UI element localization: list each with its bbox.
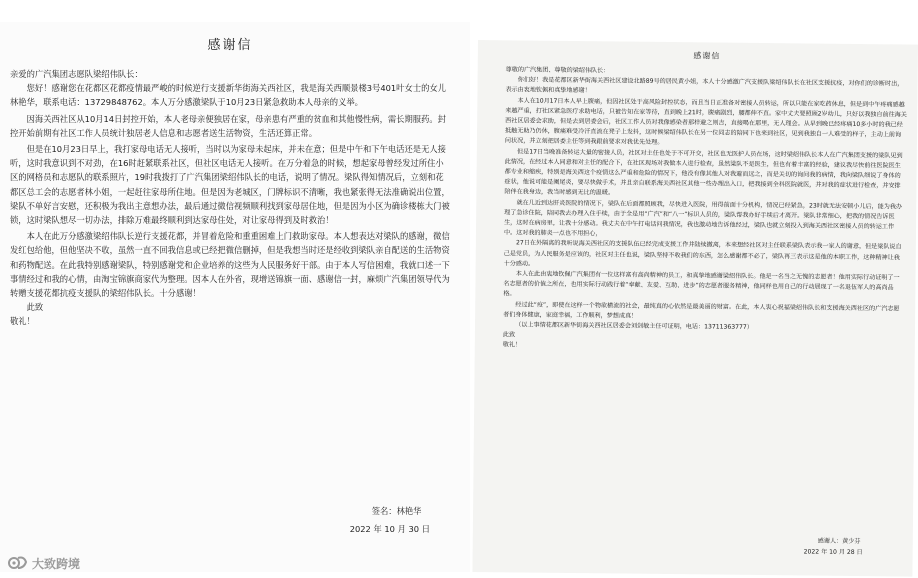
brand-logo-icon xyxy=(8,554,28,572)
letter-closing: 敬礼！ xyxy=(10,316,35,327)
thank-you-letter-1 xyxy=(0,22,470,572)
letter-paragraph: 本人在此万分感激梁绍伟队长逆行支援花都，并冒着危险和重重困难上门救助家母。本人想表达对梁队的感谢，微信发红包给他，但他坚决不收，虽然一直不回我信息或已经把微信删掉，但是我想当时还是经收到梁队亲自配送的生活物资和药物配送。在此我特别感谢梁队，特别感谢党和企业培养的这些为人民服务好干部。由于本人写信困难，我就口述一下事情经过和我的心情，由淘宝锦旗商家代为整理。因本人在外省，现增送锦旗一面、感谢信一封，麻烦广汽集团领导代为转赠支援花都抗疫支援队的梁绍伟队长。十分感谢！ xyxy=(10,231,450,299)
letter-salutation: 亲爱的广汽集团志愿队梁绍伟队长： xyxy=(10,69,143,79)
letter-signature: 感谢人：黄少芬 xyxy=(817,537,861,546)
signature-block xyxy=(804,535,863,558)
letter-paragraph: 但是17日当晚准备转运大量的密接人员，社区对主任也处于不可开交，社区也无医护人员在场，这时梁绍伟队长本人在广汽集团支援的梁队见到此情况，在经过本人同意和对主任的配合下，在社区现场对我做本人进行检查，虽然梁队不是医生，但也有着丰富的经验，建议我尽快前往医院医生都专业和缩疾，特别是海关西这个疫情这么严重和危险的情况下，他没有像其他人对我避而远之，而是关切的询问我的病情，我向梁队细说了身体的症状，他说可能是阑尾炎，要尽快做手术，并且亲自联系海关西社区其他一些办理出入口，把我接到全科医院就医，并对我的症状进行检查，并安排陪伴在我身边，我当时感到无比的温暖。 xyxy=(504,148,903,197)
watermark-text: 大致跨境 xyxy=(32,556,81,571)
signature-block xyxy=(350,502,430,538)
letter-title: 感谢信 xyxy=(693,51,721,61)
thank-you-letter-2 xyxy=(472,40,918,577)
letter-paragraph: 您好！感谢您在花都区花都疫情最严峻的时候逆行支援新华街海关西社区，我是海关西顺景楼3号401叶女士的女儿林艳华，联系电话：13729848762。本人万分感激梁队于10月23日紧急救助本人母亲的义举。 xyxy=(10,83,446,108)
letter-paragraph: 经过此“疫”，即使在这样一个物欲横流的社会，最纯真的心依然是最美丽的财富。在此，本人衷心祝福梁绍伟队长和支援海关西社区的广汽志愿者们身体健康，家庭幸福，工作顺利，梦想成真！ xyxy=(503,301,900,320)
letter-paragraph: 本人在此由衷地钦佩广汽集团有一位这样富有高尚精神的员工，和真挚地感谢梁绍伟队长。他是一名当之无愧的志愿者！他用实际行动证明了一名志愿者的价值之所在，也用实际行动践行着“奉献、友爱、互助、进步”的志愿者服务精神，他同样也用自己的行动展现了一名退伍军人的高尚品格。 xyxy=(503,270,900,298)
letter-salutation: 尊敬的广汽集团、尊敬的梁绍伟队长： xyxy=(505,66,610,75)
letter-paragraph: （以上事情花都区新华街海关西社区居委会刘剑敏主任可证明，电话：13711363777） xyxy=(515,321,753,331)
letter-paragraph: 因海关西社区从10月14日封控开始，本人老母亲便独居在家，母亲患有严重的贫血和其他慢性病，需长期服药。封控开始前期有社区工作人员统计独居老人信息和志愿者送生活物资，生活还算正常。 xyxy=(10,113,446,138)
letter-paragraph: 但是在10月23日早上，我打家母电话无人接听，当时以为家母未起床，并未在意；但是中午和下午电话还是无人接听，这时我意识到不对劲，在16时赶紧联系社区，但社区电话无人接听。在万分着急的时候，想起家母曾经发过所住小区的网格员和志愿队的联系照片，19时我拨打了广汽集团梁绍伟队长的电话，说明了情况。梁队得知情况后，立刻和花都区总工会的志愿者林小姐，一起赶往家母所住地。但是因为老城区，门牌标识不清晰，我也紧张得无法准确说出位置，梁队不单好言安慰，还积极为我出主意想办法，最后通过微信视频顺利找到家母居住地，但是因为小区为确诊楼栋大门被锁，这时梁队想尽一切办法，排除万难最终顺利到达家母住处，对让家母得到及时救治！ xyxy=(10,144,450,226)
watermark xyxy=(8,554,80,572)
letter-paragraph: 本人在10月17日本人早上腹痛，但因社区处于高风险封控状态，而且当日正准备对密接人员转运，所以只能在家吃药休息，但是到中午疼痛感越来越严重，打社区紧急医疗求助电话，只被告知在家等待，直到晚上21时，腹痛剧烈，腰都伸不直。家中丈夫要照顾2岁幼儿，只好以我独自前往海关西社区居委会求助，但是去到居委会后，社区工作人员对我像感染者那样避之则吉，直接喝在那里，无人理会。从早到晚已经疼痛10多小时的我已经抵触无助乃仍休，腹痛难受冷汗直流在凳子上发抖，这时候梁绍伟队长在另一位同志的陪同下也来到社区，见到我独自一人难受的样子，主动上前询问状况，并立刻把居委主任等到我跟前要求对我优先处理。 xyxy=(504,97,907,147)
letter-date: 2022 年 10 月 30 日 xyxy=(349,524,430,534)
letter-paragraph: 27日在外隔离的我听说海关西社区的支援队伍已经完成支援工作并陆续撤离，本来想经社区对主任联系梁队表示我一家人的谢意，但是梁队说自己是党员，为人民服务是应该的，社区对主任也说，梁队坚持不收我们的东西，怎么感谢都不必了，梁队再三表示这是他的本职工作，这种精神让我十分感动。 xyxy=(503,239,902,268)
letter-paragraph: 你们好！我是花都区新华街海关西社区建设北路89号的居民黄小姐，本人十分感激广汽支援队梁绍伟队长在社区支援抗疫，对你们的诊断时出，表示由衷地钦佩和真挚地感谢！ xyxy=(505,76,904,95)
letter-closing: 此致 xyxy=(26,302,44,313)
letter-closing: 此致 xyxy=(502,331,516,339)
letter-signature: 签名：林艳华 xyxy=(371,506,422,516)
letter-closing: 敬礼！ xyxy=(502,341,522,349)
letter-date: 2022 年 10 月 28 日 xyxy=(803,548,863,557)
letter-title: 感谢信 xyxy=(207,38,253,53)
letter-paragraph: 就在几近到达肝炎医院的情况下，梁队在后面都照顾我，尽快进入医院，用得前面十分机构，情况已经紧急，23时就无法安顿小儿后，能为我办理了急诊住院，陪同我去办理入住手续，由于全是用“广汽”和“八一”标识人员的，梁队帮我办好手续后才离开。梁队非常细心，把我的情况告诉医生，这时在病房里，让我十分感动。我丈夫在中午打电话问我情况，我也激动地告诉他经过，梁队也就立刻投入到海关西社区密接人员的转运工作中。这对我的肺炎一点也不用担心， xyxy=(503,199,903,238)
